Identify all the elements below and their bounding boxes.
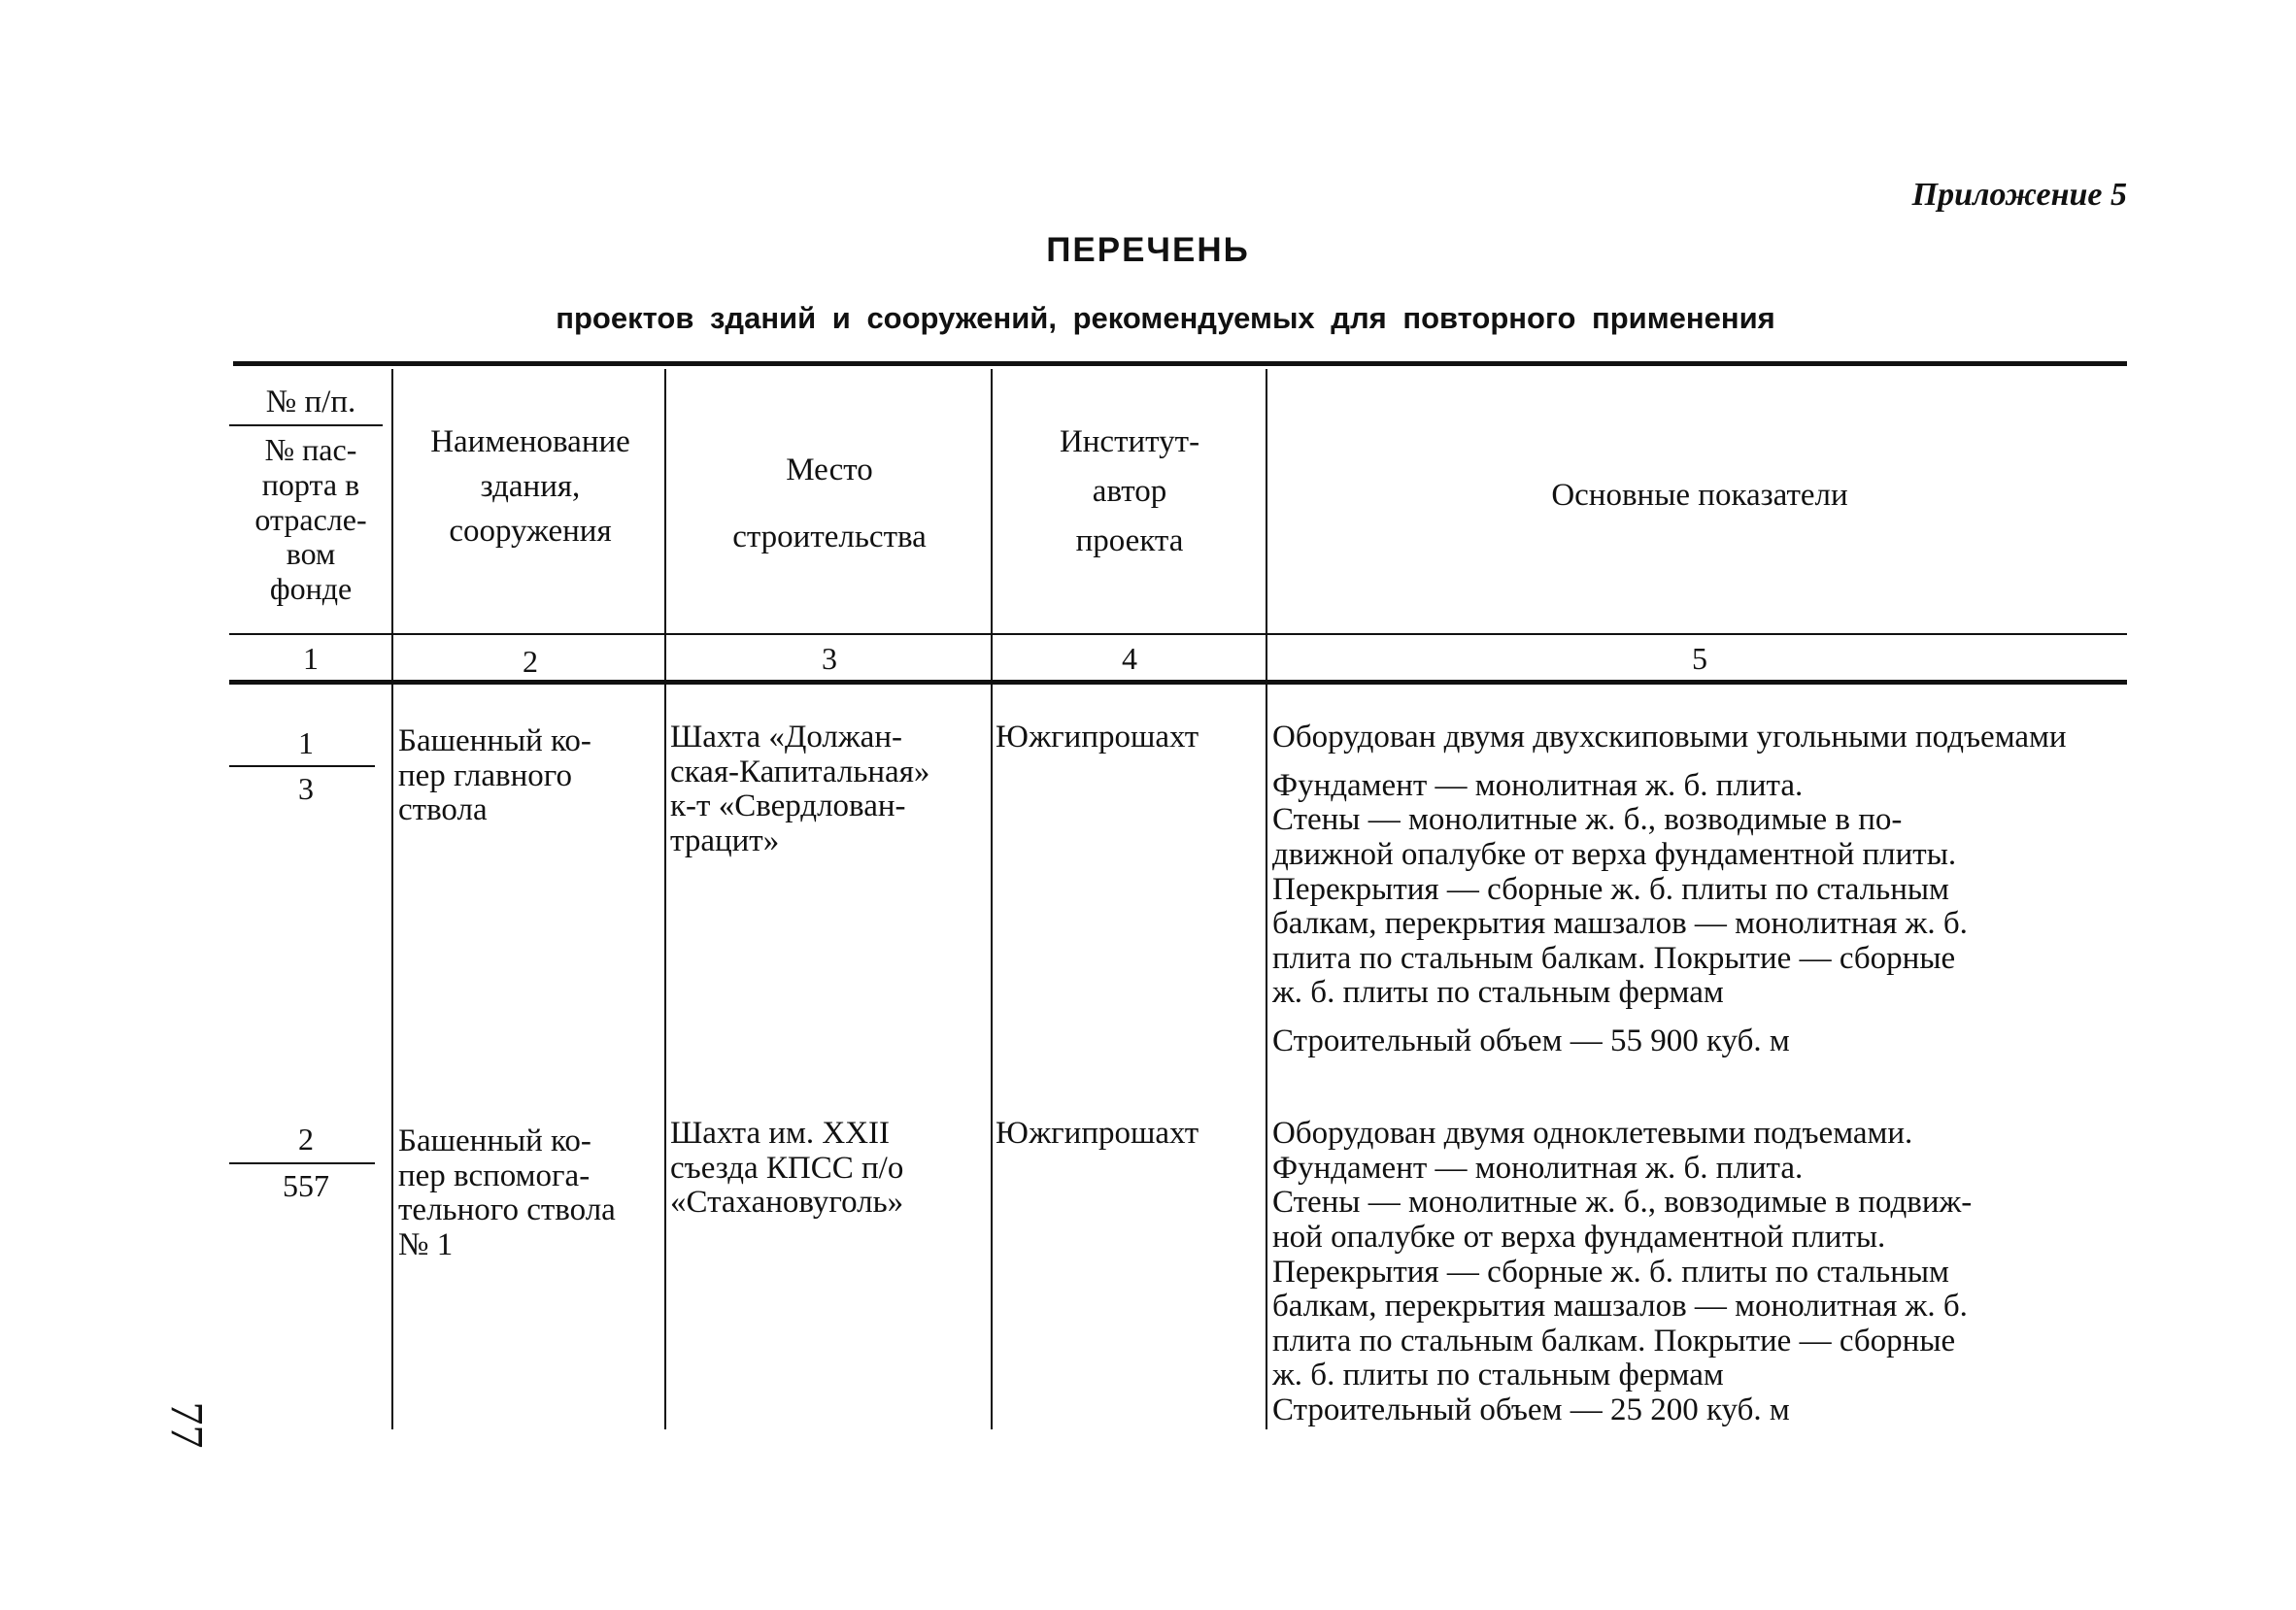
column-divider-2 [664, 369, 666, 1429]
row1-indicator-structure: Фундамент — монолитная ж. б. плита. Стены — монолитные ж. б., возводимые в по- движной опалубке от верха фундаментной плиты. Перекрытия — сборные ж. б. плиты по стальным балкам, перекрытия машзалов — монолитная ж. б. плита по стальным балкам. Покрытие — сборные ж. б. плиты по стальным фермам [1272, 767, 1968, 1011]
header-col2-name: Наименование здания, сооружения [430, 424, 630, 550]
header-col3-place: Место строительства [732, 453, 927, 555]
row1-passport-number: 3 [298, 771, 314, 806]
column-divider-4 [1266, 369, 1267, 1429]
column-numbers-bottom-rule [229, 680, 2127, 685]
column-number-1: 1 [303, 641, 319, 676]
row1-seq-number: 1 [298, 725, 314, 760]
header-col1-passport: № пас- порта в отрасле- вом фонде [254, 432, 367, 607]
header-col5-indicators: Основные показатели [1551, 478, 1848, 513]
header-col1-seq: № п/п. [265, 385, 356, 419]
row1-indicator-equipment: Оборудован двумя двухскиповыми угольными подъемами [1272, 720, 2067, 755]
row2-indicator-text: Оборудован двумя одноклетевыми подъемами. Фундамент — монолитная ж. б. плита. Стены — монолитные ж. б., вовзодимые в подвиж- ной опалубке от верха фундаментной плиты. Перекрытия — сборные ж. б. плиты по стальным балкам, перекрытия машзалов — монолитная ж. б. плита по стальным балкам. Покрытие — сборные ж. б. плиты по стальным фермам Строительный объем — 25 200 куб. м [1272, 1116, 1973, 1427]
row2-number-divider [229, 1162, 375, 1164]
column-number-2: 2 [523, 644, 538, 679]
row2-indicators [1272, 1117, 2119, 1428]
row1-building-name: Башенный ко- пер главного ствола [398, 723, 591, 828]
column-number-3: 3 [822, 641, 837, 676]
column-number-5: 5 [1692, 641, 1707, 676]
document-title: ПЕРЕЧЕНЬ [1046, 231, 1250, 269]
row2-construction-place: Шахта им. XXII съезда КПСС п/о «Стахановуголь» [670, 1116, 904, 1221]
row1-institute: Южгипрошахт [996, 720, 1199, 755]
col1-header-divider [229, 424, 383, 426]
row1-number-divider [229, 765, 375, 767]
column-number-4: 4 [1122, 641, 1137, 676]
header-bottom-rule [229, 633, 2127, 635]
column-divider-3 [991, 369, 993, 1429]
row2-institute: Южгипрошахт [996, 1116, 1199, 1151]
row1-indicator-volume: Строительный объем — 55 900 куб. м [1272, 1023, 1790, 1058]
row2-seq-number: 2 [298, 1122, 314, 1157]
page-number: 77 [160, 1401, 213, 1449]
header-col4-institute: Институт- автор проекта [1059, 424, 1200, 559]
document-subtitle: проектов зданий и сооружений, рекомендуемых для повторного применения [556, 301, 1775, 335]
row1-construction-place: Шахта «Должан- ская-Капитальная» к-т «Свердлован- трацит» [670, 720, 930, 858]
row2-building-name: Башенный ко- пер вспомога- тельного ствола № 1 [398, 1124, 616, 1262]
appendix-label: Приложение 5 [1911, 177, 2127, 213]
row1-indicators [1272, 721, 2119, 1059]
row2-passport-number: 557 [283, 1168, 329, 1203]
table-top-rule [233, 361, 2127, 366]
